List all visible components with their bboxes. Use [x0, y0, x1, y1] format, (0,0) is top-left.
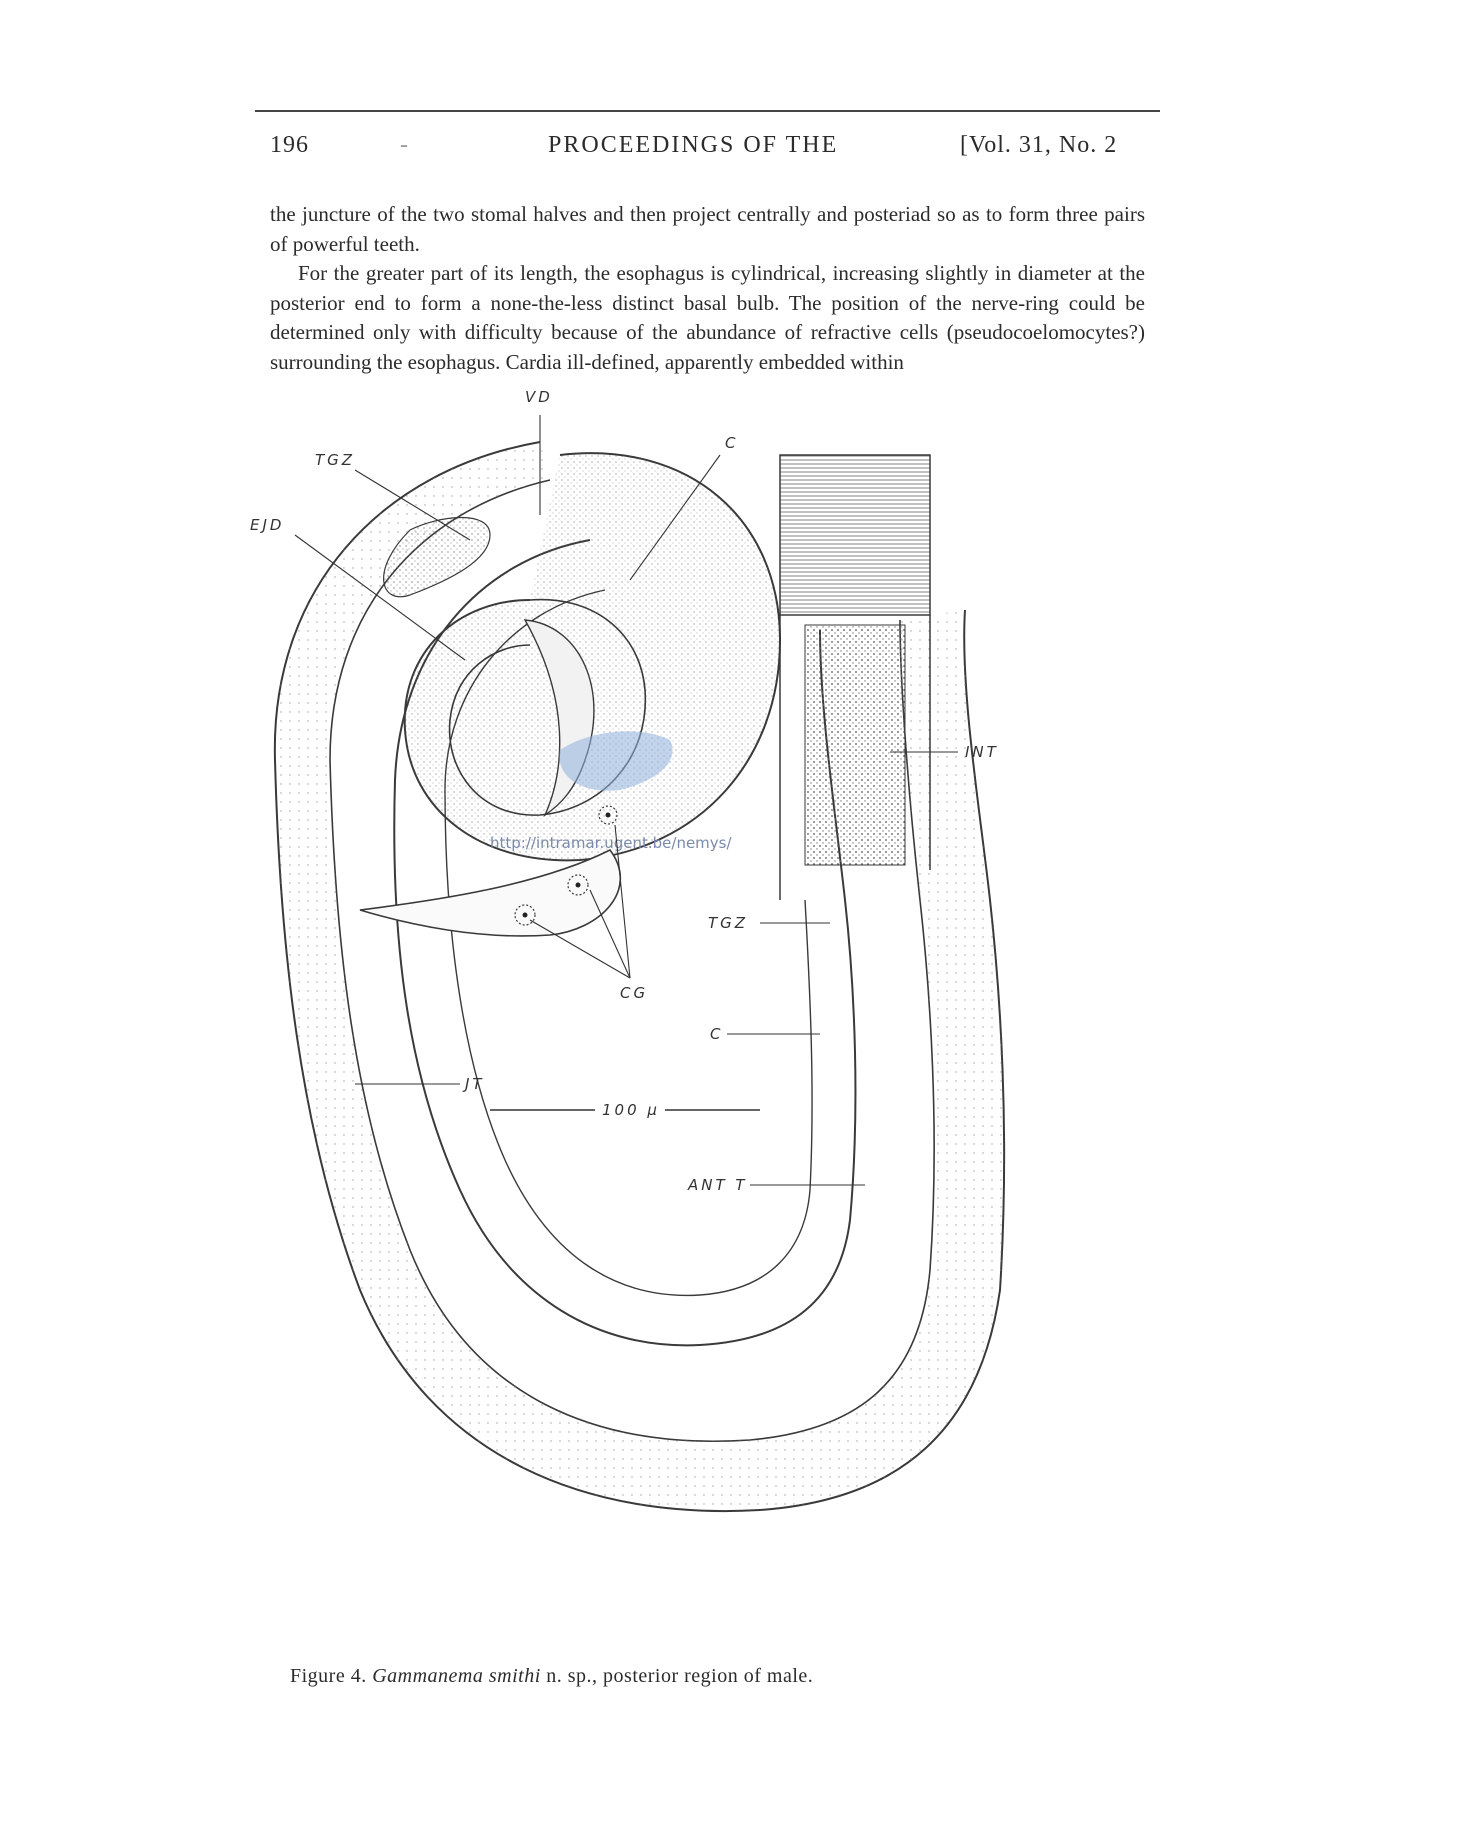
- label-cg: CG: [620, 984, 649, 1002]
- label-vd: VD: [525, 388, 553, 406]
- intestine-tube: [780, 455, 930, 615]
- tail-tip: [360, 850, 620, 936]
- label-scale: 100 μ: [602, 1101, 660, 1119]
- figure-drawing: [250, 388, 1190, 1660]
- label-jt: JT: [465, 1075, 485, 1093]
- caption-species: Gammanema smithi: [372, 1665, 541, 1687]
- label-c-mid: C: [710, 1025, 724, 1043]
- label-c-top: C: [725, 434, 739, 452]
- label-ejd: EJD: [250, 516, 285, 534]
- header-dash: -: [400, 132, 409, 158]
- label-tgz-top: TGZ: [315, 451, 356, 469]
- running-title: PROCEEDINGS OF THE: [548, 132, 839, 158]
- watermark-url: http://intramar.ugent.be/nemys/: [490, 834, 732, 852]
- intestine-stippled: [805, 625, 905, 865]
- volume-number: [Vol. 31, No. 2: [960, 132, 1118, 158]
- caption-suffix: n. sp., posterior region of male.: [546, 1665, 814, 1687]
- label-ant-t: ANT T: [688, 1176, 748, 1194]
- body-text: [270, 200, 1145, 377]
- paragraph-2: For the greater part of its length, the esophagus is cylindrical, increasing slightly in diameter at the posterior end to form a none-the-less distinct basal bulb. The position of the nerve-ring could be determined only with difficulty because of the abundance of refractive cells (pseudocoelomocytes?) surrounding the esophagus. Cardia ill-defined, apparently embedded within: [270, 261, 1145, 374]
- caption-prefix: Figure 4.: [290, 1665, 367, 1687]
- figure-caption: [290, 1665, 813, 1688]
- header-rule: [255, 110, 1160, 112]
- page-number: 196: [270, 132, 309, 158]
- label-int: INT: [965, 743, 999, 761]
- nematode-illustration: [250, 388, 1190, 1660]
- label-tgz-right: TGZ: [708, 914, 749, 932]
- paragraph-1: the juncture of the two stomal halves and then project centrally and posteriad so as to form three pairs of powerful teeth.: [270, 202, 1145, 256]
